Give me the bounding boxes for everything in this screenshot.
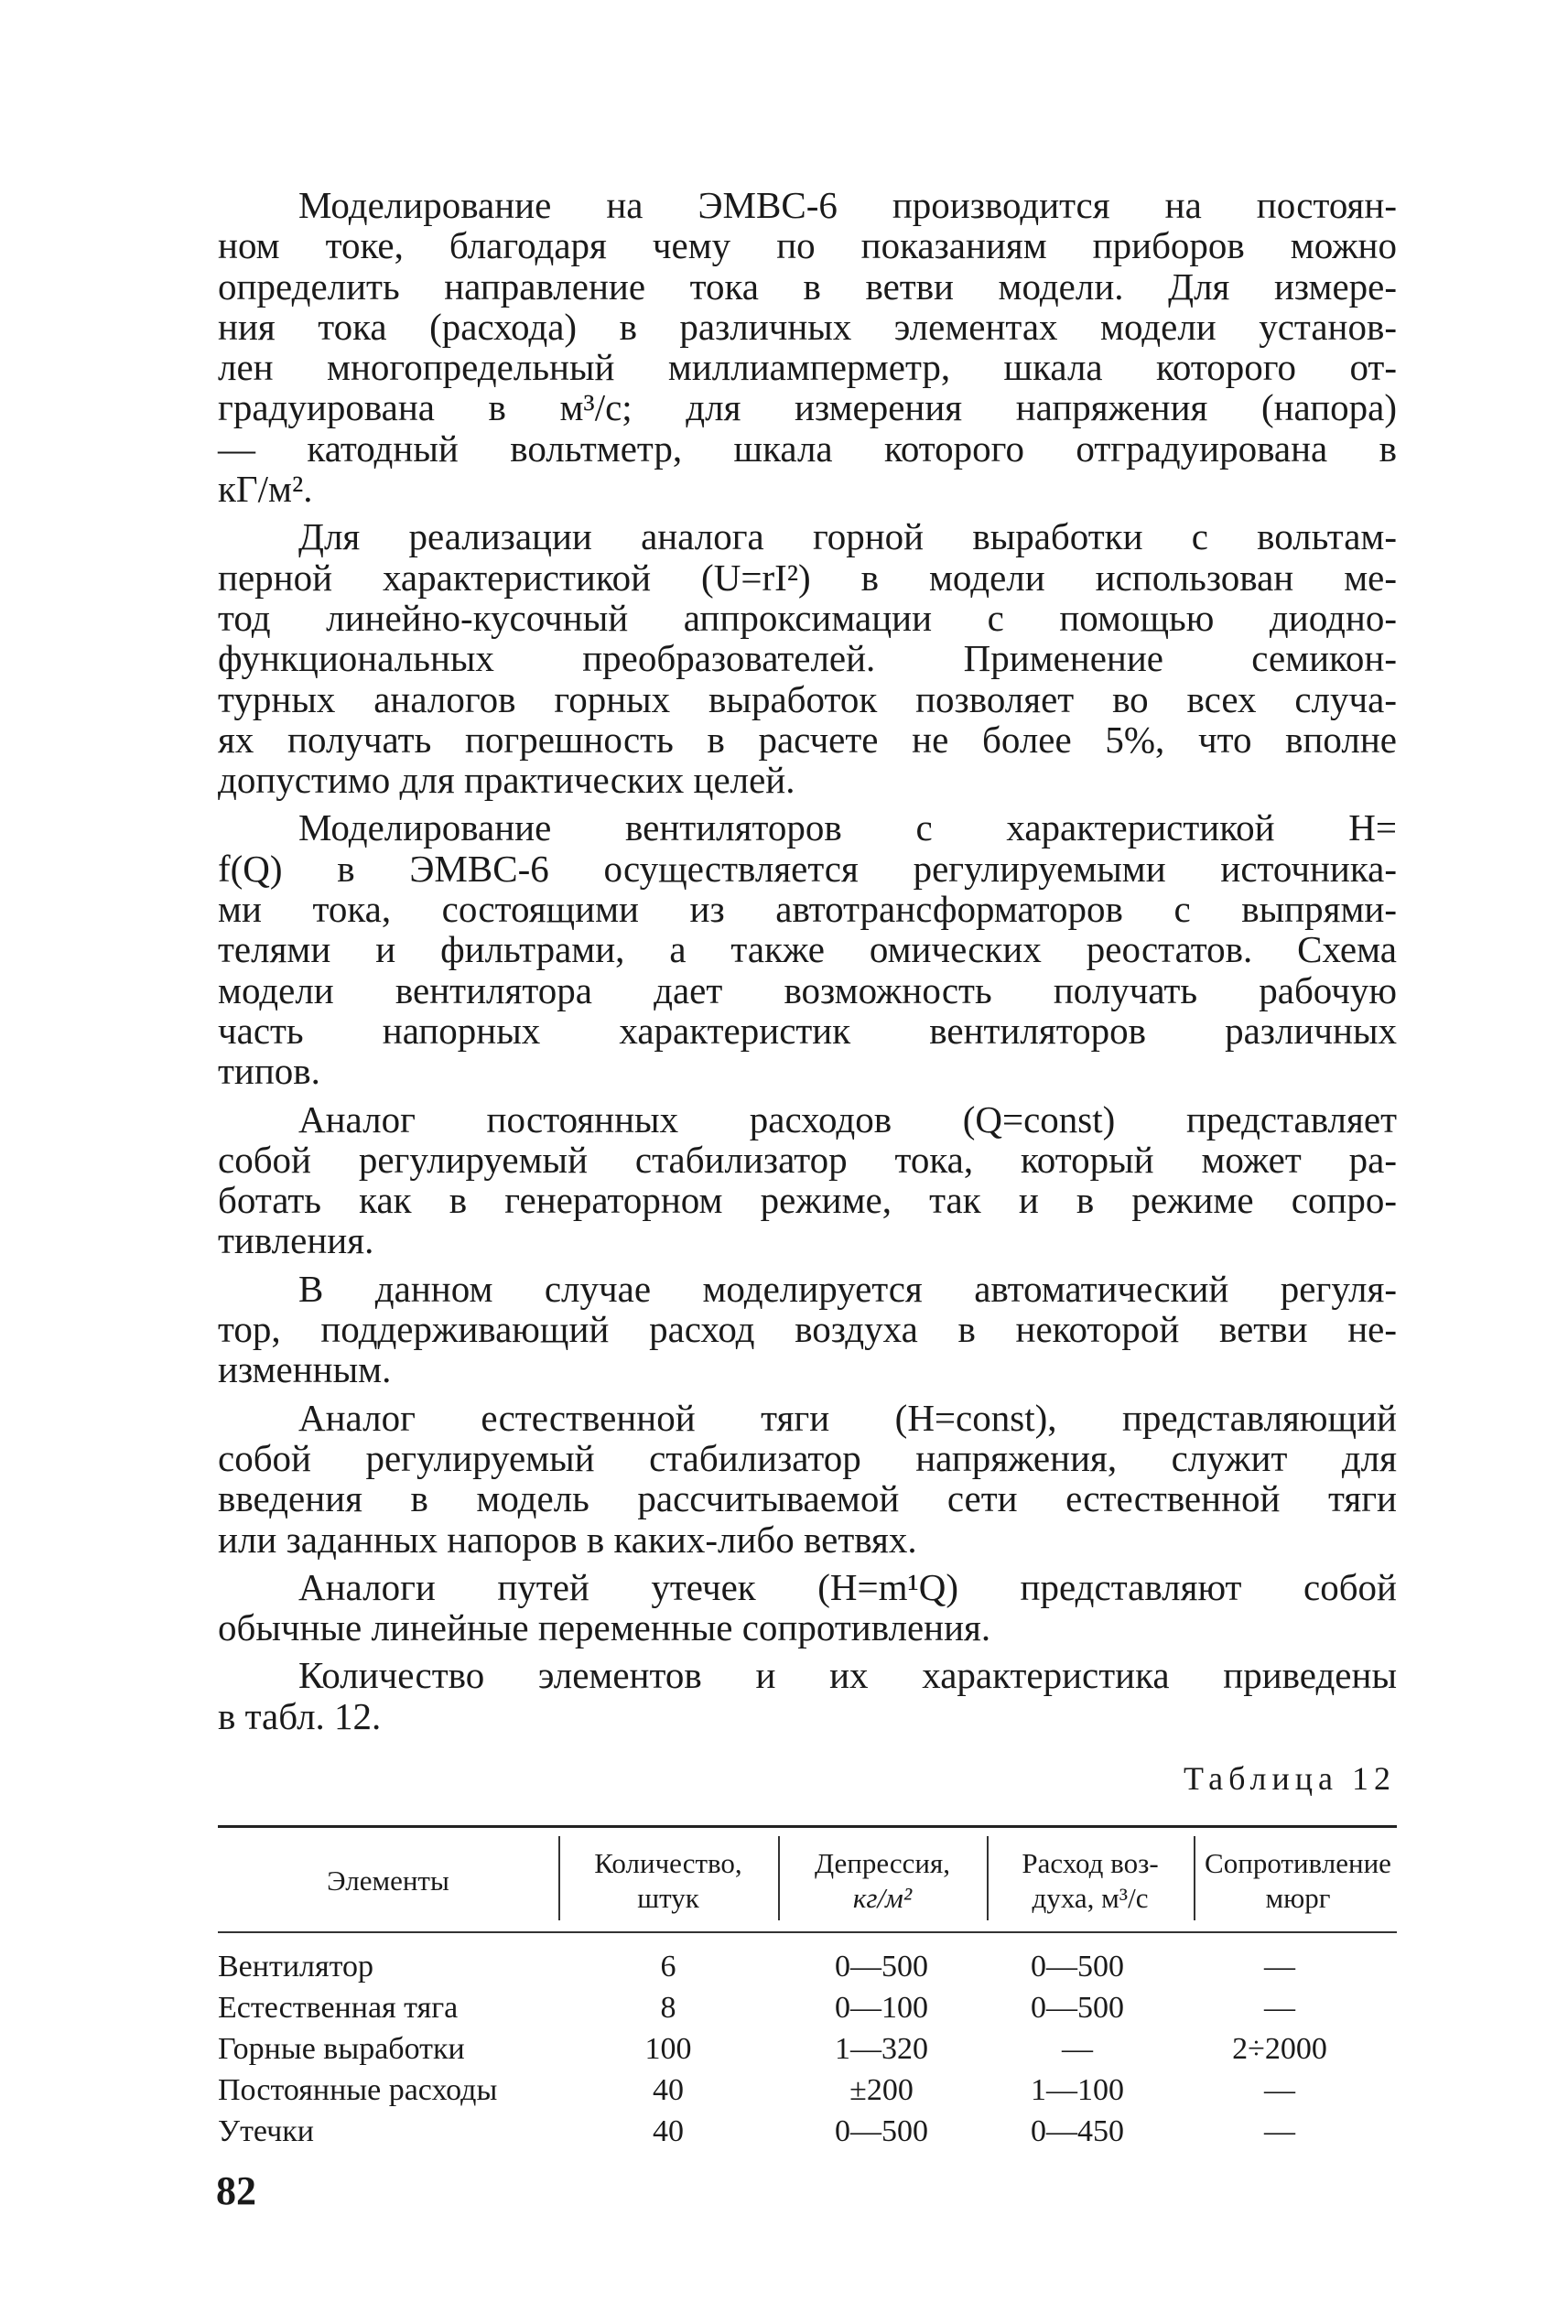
table-cell: 8 <box>660 1991 676 2025</box>
header-text: духа, м³/с <box>1032 1882 1149 1914</box>
text-line: Аналоги путей утечек (H=m¹Q) представляют собой <box>298 1565 1397 1608</box>
text-line: тор, поддерживающий расход воздуха в некоторой ветви не- <box>218 1308 1397 1351</box>
table-cell: 40 <box>653 2073 684 2107</box>
text-line: введения в модель рассчитываемой сети естественной тяги <box>218 1477 1397 1520</box>
text-line: функциональных преобразователей. Применение семикон- <box>218 637 1397 680</box>
text-line: допустимо для практических целей. <box>218 759 795 802</box>
paragraph <box>218 185 1397 509</box>
table-row <box>218 2070 1397 2111</box>
header-elements <box>218 1842 558 1920</box>
table-cell: ±200 <box>849 2073 914 2107</box>
text-line: Моделирование на ЭМВС-6 производится на постоян- <box>298 184 1397 226</box>
text-line: лен многопредельный миллиамперметр, шкала которого от- <box>218 346 1397 389</box>
text-line: тивления. <box>218 1219 374 1262</box>
text-line: собой регулируемый стабилизатор тока, который может ра- <box>218 1138 1397 1181</box>
text-line: — катодный вольтметр, шкала которого отградуирована в <box>218 427 1397 470</box>
table-caption: Таблица 12 <box>1184 1760 1396 1797</box>
text-line: Аналог постоянных расходов (Q=const) представляет <box>298 1097 1397 1140</box>
text-line: типов. <box>218 1050 320 1093</box>
text-line: турных аналогов горных выработок позволяет во всех случа- <box>218 677 1397 720</box>
header-text: кг/м² <box>852 1882 913 1914</box>
header-text: штук <box>637 1882 699 1914</box>
text-line: в табл. 12. <box>218 1694 382 1737</box>
table-row <box>218 1946 1397 1987</box>
paragraph <box>218 1099 1397 1261</box>
table-cell: — <box>1062 2032 1093 2066</box>
paragraph <box>218 1655 1397 1736</box>
text-line: Количество элементов и их характеристика приведены <box>298 1654 1397 1697</box>
table-cell: 6 <box>660 1950 676 1984</box>
table-cell: 2÷2000 <box>1232 2032 1327 2066</box>
table-cell: 0—500 <box>1031 1950 1124 1984</box>
text-line: изменным. <box>218 1348 392 1391</box>
text-line: обычные линейные переменные сопротивления. <box>218 1606 991 1649</box>
table-header-rule <box>218 1931 1397 1933</box>
table-cell: Вентилятор <box>218 1950 374 1984</box>
paragraph <box>218 516 1397 800</box>
header-quantity <box>558 1842 778 1920</box>
table-cell: 1—320 <box>835 2032 928 2066</box>
paragraph <box>218 1567 1397 1648</box>
body-text <box>218 185 1397 1744</box>
text-line: ном токе, благодаря чему по показаниям приборов можно <box>218 224 1397 267</box>
text-line: телями и фильтрами, а также омических реостатов. Схема <box>218 928 1397 971</box>
header-text: мюрг <box>1265 1882 1331 1914</box>
header-text: Элементы <box>327 1865 449 1897</box>
text-line: Аналог естественной тяги (H=const), представляющий <box>298 1396 1397 1439</box>
text-line: В данном случае моделируется автоматический регуля- <box>298 1267 1397 1310</box>
table-row <box>218 2111 1397 2152</box>
text-line: ния тока (расхода) в различных элементах модели установ- <box>218 305 1397 348</box>
page-number: 82 <box>216 2168 256 2213</box>
text-line: кГ/м². <box>218 468 313 511</box>
header-text: Депрессия, <box>814 1847 951 1879</box>
table-cell: 0—500 <box>835 2114 928 2148</box>
table-row <box>218 2028 1397 2070</box>
text-line: перной характеристикой (U=rI²) в модели использован ме- <box>218 556 1397 599</box>
table-cell: Горные выработки <box>218 2032 465 2066</box>
paragraph <box>218 807 1397 1091</box>
text-line: ях получать погрешность в расчете не более 5%, что вполне <box>218 718 1397 761</box>
table-cell: — <box>1264 2114 1295 2148</box>
table-cell: 100 <box>644 2032 692 2066</box>
table-cell: 0—500 <box>1031 1991 1124 2025</box>
text-line: ботать как в генераторном режиме, так и в режиме сопро- <box>218 1179 1397 1222</box>
text-line: определить направление тока в ветви модели. Для измере- <box>218 265 1397 308</box>
text-line: ми тока, состоящими из автотрансформаторов с выпрями- <box>218 888 1397 931</box>
table-cell: — <box>1264 1950 1295 1984</box>
text-line: Для реализации аналога горной выработки с вольтам- <box>298 515 1397 558</box>
header-airflow <box>989 1842 1192 1920</box>
paragraph <box>218 1398 1397 1560</box>
text-line: часть напорных характеристик вентиляторов различных <box>218 1009 1397 1052</box>
table-cell: 40 <box>653 2114 684 2148</box>
table-cell: 1—100 <box>1031 2073 1124 2107</box>
paragraph <box>218 1269 1397 1390</box>
table-cell: — <box>1264 1991 1295 2025</box>
table-cell: Естественная тяга <box>218 1991 459 2025</box>
header-text: Количество, <box>594 1847 742 1879</box>
text-line: модели вентилятора дает возможность получать рабочую <box>218 968 1397 1011</box>
header-text: Сопротивление <box>1205 1847 1391 1879</box>
table-top-rule <box>218 1825 1397 1828</box>
text-line: градуирована в м³/с; для измерения напряжения (напора) <box>218 386 1397 429</box>
text-line: Моделирование вентиляторов с характеристикой H= <box>298 806 1397 849</box>
table-row <box>218 1987 1397 2028</box>
table-cell: 0—100 <box>835 1991 928 2025</box>
text-line: или заданных напоров в каких-либо ветвях. <box>218 1518 917 1561</box>
header-resistance <box>1195 1842 1400 1920</box>
header-text: Расход воз- <box>1022 1847 1159 1879</box>
text-line: f(Q) в ЭМВС-6 осуществляется регулируемыми источника- <box>218 847 1397 890</box>
header-depression <box>778 1842 987 1920</box>
table-cell: Утечки <box>218 2114 314 2148</box>
text-line: собой регулируемый стабилизатор напряжения, служит для <box>218 1436 1397 1479</box>
table-cell: Постоянные расходы <box>218 2073 498 2107</box>
table-cell: — <box>1264 2073 1295 2107</box>
table-cell: 0—500 <box>835 1950 928 1984</box>
text-line: тод линейно-кусочный аппроксимации с помощью диодно- <box>218 596 1397 639</box>
table-cell: 0—450 <box>1031 2114 1124 2148</box>
